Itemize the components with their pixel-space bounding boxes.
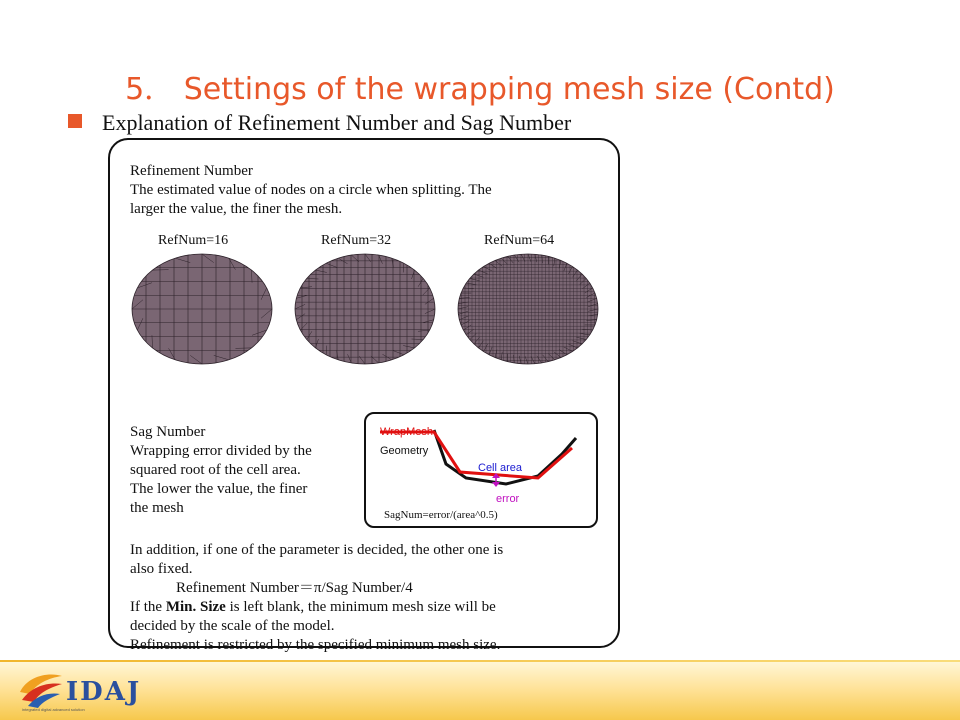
logo-text: IDAJ xyxy=(66,677,142,707)
mesh-circle-refnum-32 xyxy=(293,252,437,366)
refinement-desc-line2: larger the value, the finer the mesh. xyxy=(130,201,343,217)
sag-desc-line1: Wrapping error divided by the xyxy=(130,443,312,459)
mesh-circle-refnum-64 xyxy=(456,252,600,366)
sag-desc-line2: squared root of the cell area. xyxy=(130,462,301,478)
bullet-square xyxy=(68,114,82,128)
refinement-formula: Refinement Number＝π/Sag Number/4 xyxy=(176,580,413,596)
addition-line3: If the Min. Size is left blank, the minimum mesh size will be xyxy=(130,599,496,615)
addition-line2: also fixed. xyxy=(130,561,193,577)
error-arrowhead-down xyxy=(492,482,500,487)
refnum-64-label: RefNum=64 xyxy=(484,233,555,248)
min-size-bold: Min. Size xyxy=(165,599,226,615)
geometry-label: Geometry xyxy=(380,445,429,457)
sagnum-formula: SagNum=error/(area^0.5) xyxy=(384,509,498,521)
refnum-32-label: RefNum=32 xyxy=(321,233,392,248)
sag-heading: Sag Number xyxy=(130,424,206,440)
sag-desc-line3: The lower the value, the finer xyxy=(130,481,308,497)
error-label: error xyxy=(496,493,520,505)
refinement-heading: Refinement Number xyxy=(130,163,253,179)
logo-tagline: integrated digital advanced solution xyxy=(22,707,85,712)
page-title: 5． Settings of the wrapping mesh size (Contd) xyxy=(125,72,835,107)
addition-line1: In addition, if one of the parameter is decided, the other one is xyxy=(130,542,504,558)
sag-desc-line4: the mesh xyxy=(130,500,184,516)
cell-area-label: Cell area xyxy=(478,462,523,474)
addition-line5: Refinement is restricted by the specified minimum mesh size. xyxy=(130,637,501,653)
subtitle: Explanation of Refinement Number and Sag Number xyxy=(102,110,572,135)
refinement-desc-line1: The estimated value of nodes on a circle when splitting. The xyxy=(130,182,492,198)
mesh-circle-refnum-16 xyxy=(130,252,274,366)
sag-diagram-box xyxy=(364,412,598,528)
addition-line4: decided by the scale of the model. xyxy=(130,618,335,634)
wrapmesh-label: WrapMesh xyxy=(380,426,433,438)
sag-diagram xyxy=(366,414,596,526)
idaj-logo xyxy=(18,670,158,712)
refnum-16-label: RefNum=16 xyxy=(158,233,229,248)
